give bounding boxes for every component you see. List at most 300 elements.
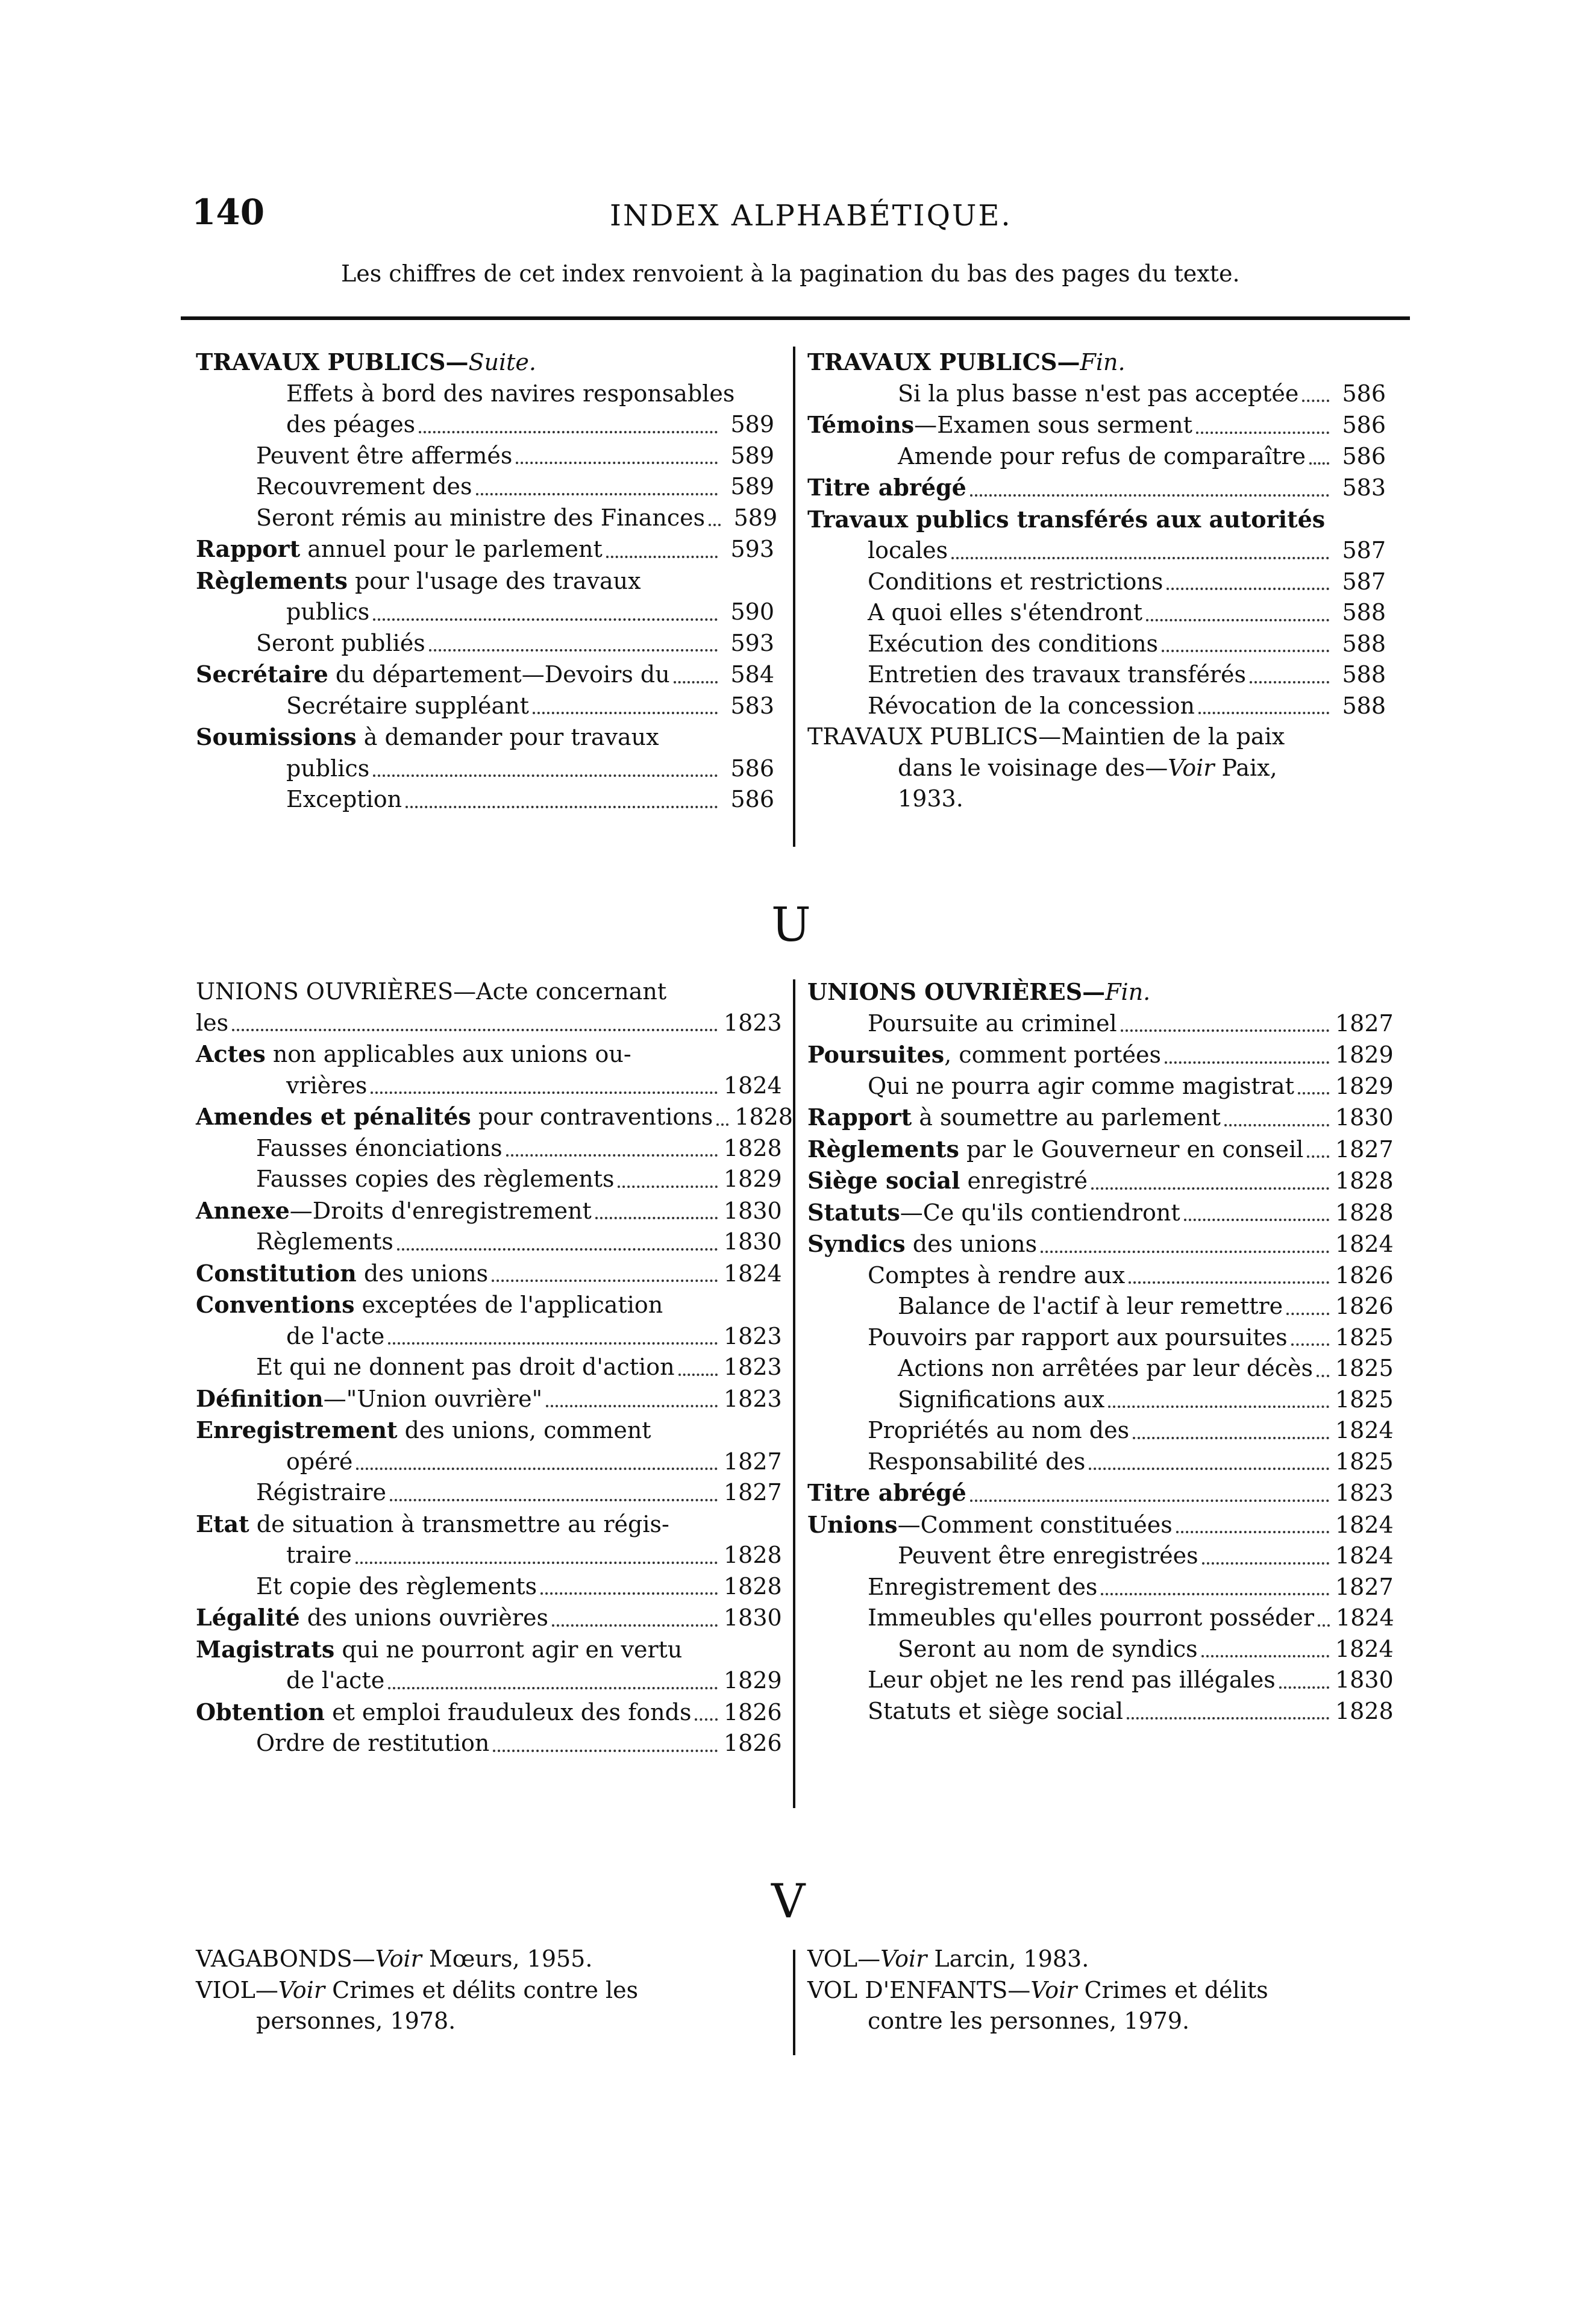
entry-label: Balance de l'actif à leur remettre [898, 1293, 1283, 1319]
entry-keyword: Siège social [807, 1167, 960, 1194]
index-entry [807, 1696, 1394, 1727]
dot-leader [429, 649, 718, 652]
page-reference: 1823 [724, 1385, 782, 1412]
index-entry [196, 471, 774, 503]
entry-text [256, 1728, 489, 1759]
page-reference: 1830 [724, 1197, 782, 1224]
index-heading [807, 1944, 1386, 1975]
entry-tail: Paix, [1214, 754, 1277, 781]
page-reference: 587 [1342, 537, 1386, 564]
entry-keyword: Annexe [196, 1196, 290, 1224]
index-entry [807, 629, 1386, 660]
dot-leader [406, 806, 718, 808]
entry-text [898, 1291, 1283, 1322]
index-entry [196, 1728, 782, 1759]
dot-leader [388, 1687, 718, 1689]
index-entry [196, 1477, 782, 1509]
page-reference: 1826 [1335, 1261, 1394, 1289]
entry-text [868, 1603, 1314, 1634]
entry-text [807, 1134, 1303, 1166]
entry-text [898, 1634, 1198, 1665]
entry-text [807, 1509, 1173, 1541]
dot-leader [1298, 1092, 1329, 1094]
page-reference: 1829 [724, 1166, 782, 1192]
entry-text [286, 409, 415, 441]
entry-keyword: Constitution [196, 1259, 357, 1287]
dot-leader [1101, 1593, 1329, 1595]
dot-leader [1318, 1624, 1330, 1627]
dot-leader [1202, 1562, 1329, 1565]
entry-text [196, 1258, 488, 1290]
entry-label: exceptées de l'application [354, 1292, 663, 1318]
index-entry [807, 1353, 1394, 1384]
index-entry [807, 1540, 1394, 1572]
index-heading [807, 784, 1386, 815]
dot-leader [1224, 1124, 1329, 1126]
entry-label: de l'acte [286, 1667, 385, 1694]
page-title: INDEX ALPHABÉTIQUE. [610, 199, 1012, 233]
index-entry [196, 1070, 782, 1102]
index-entry [196, 1195, 782, 1227]
dot-leader [970, 1500, 1329, 1502]
index-entry [807, 409, 1386, 441]
dot-leader [595, 1217, 718, 1219]
page-reference: 1827 [1335, 1135, 1394, 1163]
entry-label: des unions ouvrières [299, 1604, 548, 1631]
index-entry [196, 441, 774, 472]
page-number: 140 [192, 192, 265, 233]
entry-label: Propriétés au nom des [868, 1417, 1130, 1443]
dot-leader [674, 681, 718, 683]
page-reference: 1828 [734, 1104, 793, 1130]
entry-text [286, 1070, 367, 1102]
entry-keyword: Actes [196, 1040, 266, 1067]
dot-leader [1250, 681, 1329, 683]
page-reference: 589 [730, 411, 774, 438]
entry-text [898, 755, 1277, 781]
entry-text [256, 441, 512, 472]
dot-leader [1279, 1686, 1329, 1689]
dot-leader [1127, 1717, 1329, 1719]
page-reference: 593 [730, 536, 774, 562]
index-entry [807, 378, 1386, 410]
entry-text [807, 349, 1126, 375]
dot-leader [397, 1248, 718, 1251]
entry-reference: Voir [278, 1976, 325, 2003]
entry-keyword: Titre abrégé [807, 474, 966, 501]
dot-leader [371, 1091, 718, 1094]
page-reference: 1830 [1335, 1666, 1394, 1693]
entry-text [898, 1540, 1198, 1572]
entry-keyword: Amendes et pénalités [196, 1103, 471, 1130]
page-reference: 1829 [1335, 1041, 1394, 1068]
entry-text [256, 471, 472, 503]
entry-text [807, 1197, 1180, 1229]
entry-text [868, 1446, 1085, 1478]
entry-label: de situation à transmettre au régis- [249, 1510, 669, 1537]
section-v-left-column [196, 1944, 774, 2037]
page-reference: 1824 [1335, 1542, 1394, 1569]
page-reference: 1830 [724, 1604, 782, 1631]
entry-text [286, 691, 529, 722]
index-entry [807, 1665, 1394, 1696]
index-entry [807, 1634, 1394, 1665]
page-reference: 1825 [1335, 1355, 1394, 1381]
index-entry [807, 1322, 1394, 1354]
page-reference: 1828 [724, 1542, 782, 1568]
entry-text [196, 533, 603, 565]
entry-label: —Examen sous serment [914, 412, 1192, 438]
index-entry [807, 597, 1386, 629]
entry-keyword: Poursuites [807, 1041, 945, 1068]
entry-text [286, 597, 369, 628]
entry-label: du département—Devoirs du [328, 661, 670, 688]
column-divider [793, 979, 795, 1808]
entry-label: enregistré [960, 1167, 1088, 1194]
entry-label: Immeubles qu'elles pourront posséder [868, 1604, 1315, 1631]
dot-leader [419, 431, 718, 433]
entry-label: VIOL— [196, 1976, 278, 2003]
entry-label: Exécution des conditions [868, 630, 1159, 657]
section-t-right-column [807, 347, 1386, 815]
index-entry [196, 1133, 782, 1164]
index-entry [196, 628, 774, 659]
entry-text [868, 1008, 1117, 1040]
entry-label: Poursuite au criminel [868, 1010, 1117, 1037]
entry-label: des unions [356, 1260, 489, 1287]
entry-label: Statuts et siège social [868, 1697, 1124, 1724]
dot-leader [1176, 1531, 1329, 1533]
page-reference: 586 [730, 755, 774, 782]
page-reference: 1830 [724, 1228, 782, 1255]
dot-leader [695, 1718, 718, 1721]
entry-label: publics [286, 755, 370, 782]
entry-text [898, 378, 1298, 410]
entry-text [868, 691, 1195, 722]
entry-label: —Comment constituées [897, 1511, 1173, 1538]
entry-label: Recouvrement des [256, 473, 472, 500]
entry-label: les [196, 1009, 229, 1036]
entry-keyword: Etat [196, 1510, 249, 1537]
entry-label: —Droits d'enregistrement [289, 1197, 592, 1224]
entry-label: Peuvent être affermés [256, 442, 513, 469]
page-reference: 1825 [1335, 1324, 1394, 1351]
entry-text [196, 1195, 592, 1227]
entry-reference: Fin. [1080, 349, 1126, 375]
dot-leader [1198, 712, 1329, 714]
entry-label: Conditions et restrictions [868, 568, 1163, 595]
page-reference: 1823 [1335, 1480, 1394, 1506]
index-heading [196, 347, 774, 378]
entry-tail: Crimes et délits [1077, 1976, 1268, 2003]
entry-label: locales [868, 537, 948, 564]
entry-label: Ordre de restitution [256, 1730, 490, 1756]
page-reference: 1823 [724, 1322, 782, 1349]
entry-text [286, 1540, 352, 1571]
page-reference: 588 [1342, 692, 1386, 719]
entry-text [286, 1446, 352, 1478]
entry-text [256, 1164, 614, 1195]
entry-label: Secrétaire suppléant [286, 692, 529, 719]
index-entry [807, 1509, 1394, 1541]
entry-label: Si la plus basse n'est pas acceptée [898, 380, 1299, 407]
entry-label: dans le voisinage des— [898, 754, 1168, 781]
dot-leader [1317, 1375, 1329, 1377]
entry-keyword: Légalité [196, 1604, 300, 1631]
index-entry [807, 1197, 1394, 1229]
entry-text [807, 723, 1285, 750]
page-reference: 1824 [724, 1260, 782, 1287]
entry-label: pour contraventions [471, 1104, 713, 1130]
index-note: Les chiffres de cet index renvoient à la pagination du bas des pages du texte. [341, 260, 1240, 287]
dot-leader [552, 1624, 718, 1627]
dot-leader [1121, 1029, 1329, 1032]
dot-leader [1041, 1251, 1329, 1253]
page-reference: 1828 [724, 1134, 782, 1161]
index-heading [196, 1289, 774, 1321]
entry-text [256, 628, 425, 659]
page-reference: 589 [733, 504, 778, 531]
entry-tail: Mœurs, 1955. [421, 1946, 593, 1972]
header-rule [181, 316, 1410, 320]
entry-label: vrières [286, 1072, 368, 1099]
entry-keyword: Obtention [196, 1698, 325, 1726]
entry-label: opéré [286, 1448, 353, 1475]
entry-label: Effets à bord des navires responsables [286, 380, 735, 407]
page-reference: 586 [1342, 412, 1386, 438]
index-entry [196, 1697, 782, 1729]
entry-label: 1933. [898, 785, 963, 812]
entry-label: —Ce qu'ils contiendront [900, 1199, 1180, 1226]
entry-label: Et copie des règlements [256, 1572, 537, 1600]
entry-label: Peuvent être enregistrées [898, 1542, 1198, 1569]
index-entry [196, 784, 774, 815]
index-entry [196, 503, 778, 534]
entry-text [898, 1384, 1104, 1416]
entry-label: pour l'usage des travaux [347, 567, 641, 594]
dot-leader [1108, 1405, 1329, 1408]
entry-label: Entretien des travaux transférés [868, 661, 1246, 688]
dot-leader [970, 494, 1329, 497]
index-heading [807, 1975, 1386, 2006]
dot-leader [540, 1592, 718, 1595]
index-heading [196, 378, 774, 410]
index-entry [196, 533, 774, 565]
entry-text [196, 659, 670, 691]
page-reference: 1829 [1335, 1072, 1394, 1099]
index-entry [807, 1134, 1394, 1166]
section-t-left-column [196, 347, 778, 815]
entry-text [807, 472, 966, 504]
page-reference: 1826 [724, 1698, 782, 1726]
entry-label: à demander pour travaux [356, 724, 659, 750]
entry-text [196, 1292, 663, 1318]
entry-text [196, 1697, 691, 1729]
entry-label: Pouvoirs par rapport aux poursuites [868, 1324, 1288, 1351]
entry-label: et emploi frauduleux des fonds [325, 1698, 692, 1726]
entry-label: qui ne pourront agir en vertu [334, 1636, 683, 1663]
entry-label: Responsabilité des [868, 1448, 1086, 1475]
entry-label: VAGABONDS— [196, 1946, 375, 1972]
entry-keyword: Règlements [807, 1135, 959, 1163]
dot-leader [709, 524, 721, 526]
entry-label: Significations aux [898, 1386, 1105, 1413]
dot-leader [1184, 1219, 1329, 1221]
entry-label: Seront publiés [256, 629, 425, 656]
entry-text [868, 597, 1142, 629]
entry-text [868, 659, 1246, 691]
index-heading [196, 976, 774, 1008]
index-entry [807, 1291, 1394, 1322]
entry-text [196, 1041, 631, 1067]
entry-keyword: Rapport [196, 535, 301, 562]
section-v-right-column [807, 1944, 1386, 2037]
index-entry [196, 1665, 782, 1697]
page-reference: 590 [730, 598, 774, 625]
index-entry [196, 1446, 782, 1478]
entry-label: à soumettre au parlement [912, 1104, 1221, 1131]
page-reference: 1826 [724, 1730, 782, 1756]
entry-label: Seront rémis au ministre des Finances [256, 504, 706, 531]
index-entry [807, 1260, 1394, 1292]
page-reference: 1827 [724, 1479, 782, 1506]
dot-leader [678, 1374, 718, 1376]
entry-text [196, 349, 536, 375]
dot-leader [516, 462, 718, 464]
page-reference: 583 [730, 692, 774, 719]
entry-label: Régistraire [256, 1479, 386, 1506]
page-reference: 586 [1342, 380, 1386, 407]
entry-reference: Voir [1168, 754, 1215, 781]
entry-text [807, 1946, 1089, 1972]
index-heading [196, 1038, 774, 1070]
index-heading [196, 1975, 774, 2006]
index-heading [807, 504, 1386, 536]
entry-keyword: Travaux publics transférés aux autorités [807, 505, 1326, 533]
index-entry [807, 567, 1386, 598]
entry-label: Comptes à rendre aux [868, 1261, 1126, 1289]
dot-leader [390, 1499, 718, 1501]
entry-label: —"Union ouvrière" [323, 1385, 543, 1412]
page-reference: 1829 [724, 1667, 782, 1694]
page-reference: 1825 [1335, 1386, 1394, 1413]
entry-keyword: Titre abrégé [807, 1479, 966, 1506]
entry-text [256, 1571, 537, 1603]
entry-label: publics [286, 598, 370, 625]
entry-text [256, 1226, 393, 1258]
dot-leader [1089, 1468, 1329, 1470]
page-reference: 588 [1342, 599, 1386, 626]
section-letter-v: V [771, 1874, 806, 1929]
index-heading [196, 1634, 774, 1666]
page-reference: 586 [730, 786, 774, 812]
entry-text [868, 567, 1163, 598]
entry-tail: Larcin, 1983. [927, 1946, 1089, 1972]
index-heading [807, 2006, 1386, 2037]
page-reference: 1827 [1335, 1010, 1394, 1037]
column-divider [793, 1950, 795, 2055]
index-entry [807, 1446, 1394, 1478]
index-entry [196, 691, 774, 722]
entry-label: de l'acte [286, 1322, 385, 1349]
dot-leader [546, 1405, 718, 1407]
entry-text [807, 1039, 1161, 1071]
page-reference: 593 [730, 629, 774, 656]
entry-text [286, 1665, 384, 1697]
entry-keyword: Témoins [807, 411, 915, 438]
entry-label: des unions, comment [397, 1417, 651, 1443]
column-divider [793, 347, 795, 847]
index-entry [807, 1572, 1394, 1603]
entry-keyword: Définition [196, 1384, 324, 1412]
entry-text [196, 1511, 669, 1537]
entry-text [898, 785, 963, 812]
dot-leader [1162, 650, 1329, 652]
entry-text [256, 503, 705, 534]
page-reference: 589 [730, 442, 774, 469]
entry-reference: Voir [880, 1946, 927, 1972]
entry-reference: Voir [1030, 1976, 1077, 2003]
entry-label: par le Gouverneur en conseil [959, 1135, 1304, 1163]
entry-text [807, 1228, 1037, 1260]
page-reference: 588 [1342, 630, 1386, 657]
entry-label: Fausses copies des règlements [256, 1166, 615, 1192]
page-reference: 1824 [724, 1072, 782, 1099]
entry-keyword: Conventions [196, 1291, 355, 1318]
entry-text [807, 1477, 966, 1509]
index-entry [807, 1039, 1394, 1071]
dot-leader [606, 556, 718, 558]
dot-leader [388, 1342, 718, 1345]
entry-keyword: Rapport [807, 1104, 912, 1131]
dot-leader [1167, 588, 1329, 590]
index-entry [807, 1102, 1394, 1134]
page-reference: 1828 [1335, 1697, 1394, 1724]
entry-label: UNIONS OUVRIÈRES— [807, 978, 1106, 1005]
entry-text [807, 506, 1325, 533]
dot-leader [1201, 1655, 1329, 1657]
entry-text [868, 1322, 1288, 1354]
dot-leader [373, 618, 718, 621]
dot-leader [1146, 619, 1329, 621]
index-entry [196, 1008, 782, 1039]
index-entry [196, 1571, 782, 1603]
dot-leader [373, 774, 718, 777]
entry-text [868, 1572, 1097, 1603]
dot-leader [533, 712, 718, 714]
entry-keyword: Statuts [807, 1198, 900, 1226]
entry-label: A quoi elles s'étendront [868, 599, 1143, 626]
entry-text [196, 724, 659, 750]
index-entry [807, 1384, 1394, 1416]
dot-leader [356, 1468, 718, 1470]
entry-text [868, 1260, 1125, 1292]
page-reference: 1823 [724, 1354, 782, 1380]
entry-label: des péages [286, 411, 416, 438]
entry-text [898, 1353, 1313, 1384]
page-reference: 1823 [724, 1009, 782, 1036]
page-reference: 1830 [1335, 1104, 1394, 1131]
entry-text [868, 1696, 1123, 1727]
entry-label: TRAVAUX PUBLICS— [807, 348, 1080, 375]
entry-text [286, 784, 402, 815]
index-entry [196, 1101, 793, 1133]
page-reference: 589 [730, 473, 774, 500]
entry-label: TRAVAUX PUBLICS—Maintien de la paix [807, 723, 1285, 750]
index-heading [807, 721, 1386, 753]
dot-leader [355, 1562, 718, 1564]
entry-text [196, 568, 641, 594]
